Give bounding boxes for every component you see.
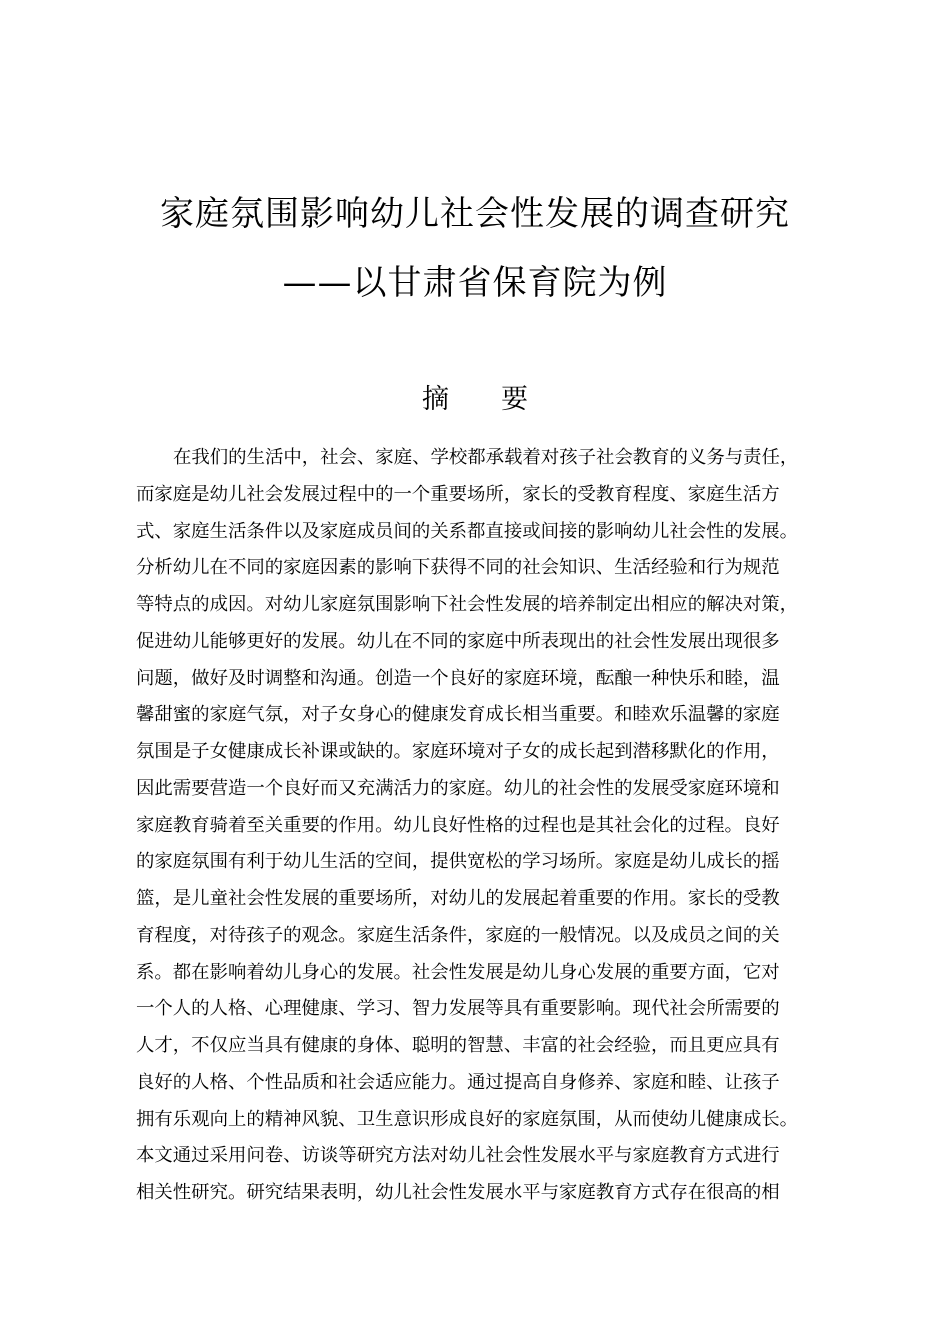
abstract-heading-char-1: 摘 [422,384,449,415]
abstract-line: 系。都在影响着幼儿身心的发展。社会性发展是幼儿身心发展的重要方面，它对 [136,961,780,983]
abstract-line: 人才，不仅应当具有健康的身体、聪明的智慧、丰富的社会经验，而且更应具有 [136,1035,780,1056]
abstract-line: 而家庭是幼儿社会发展过程中的一个重要场所，家长的受教育程度、家庭生活方 [136,483,780,505]
abstract-line: 馨甜蜜的家庭气氛，对子女身心的健康发育成长相当重要。和睦欢乐温馨的家庭 [136,704,780,726]
abstract-line: 良好的人格、个性品质和社会适应能力。通过提高自身修养、家庭和睦、让孩子 [136,1071,780,1093]
abstract-line: 式、家庭生活条件以及家庭成员间的关系都直接或间接的影响幼儿社会性的发展。 [136,520,799,542]
abstract-line: 在我们的生活中，社会、家庭、学校都承载着对孩子社会教育的义务与责任， [173,447,799,468]
abstract-line: 的家庭氛围有利于幼儿生活的空间，提供宽松的学习场所。家庭是幼儿成长的摇 [136,851,780,873]
abstract-line: 氛围是子女健康成长补课或缺的。家庭环境对子女的成长起到潜移默化的作用， [136,741,780,762]
abstract-line: 因此需要营造一个良好而又充满活力的家庭。幼儿的社会性的发展受家庭环境和 [136,777,780,799]
abstract-line: 育程度，对待孩子的观念。家庭生活条件，家庭的一般情况。以及成员之间的关 [136,924,780,946]
abstract-heading [0,383,950,417]
abstract-line: 拥有乐观向上的精神风貌、卫生意识形成良好的家庭氛围，从而使幼儿健康成长。 [136,1108,799,1130]
abstract-line: 家庭教育骑着至关重要的作用。幼儿良好性格的过程也是其社会化的过程。良好 [136,814,780,836]
abstract-body [136,440,826,1212]
document-title: 家庭氛围影响幼儿社会性发展的调查研究 [160,194,790,234]
abstract-line: 促进幼儿能够更好的发展。幼儿在不同的家庭中所表现出的社会性发展出现很多 [136,630,780,652]
abstract-line: 等特点的成因。对幼儿家庭氛围影响下社会性发展的培养制定出相应的解决对策， [136,594,799,615]
abstract-line: 相关性研究。研究结果表明，幼儿社会性发展水平与家庭教育方式存在很高的相 [136,1182,780,1203]
abstract-line: 本文通过采用问卷、访谈等研究方法对幼儿社会性发展水平与家庭教育方式进行 [136,1145,780,1167]
abstract-line: 篮，是儿童社会性发展的重要场所，对幼儿的发展起着重要的作用。家长的受教 [136,888,780,909]
abstract-line: 分析幼儿在不同的家庭因素的影响下获得不同的社会知识、生活经验和行为规范 [136,557,780,579]
abstract-heading-char-2: 要 [501,384,528,415]
abstract-line: 问题，做好及时调整和沟通。创造一个良好的家庭环境，酝酿一种快乐和睦，温 [136,667,780,689]
document-subtitle: ——以甘肃省保育院为例 [282,263,668,303]
abstract-line: 一个人的人格、心理健康、学习、智力发展等具有重要影响。现代社会所需要的 [136,998,780,1020]
